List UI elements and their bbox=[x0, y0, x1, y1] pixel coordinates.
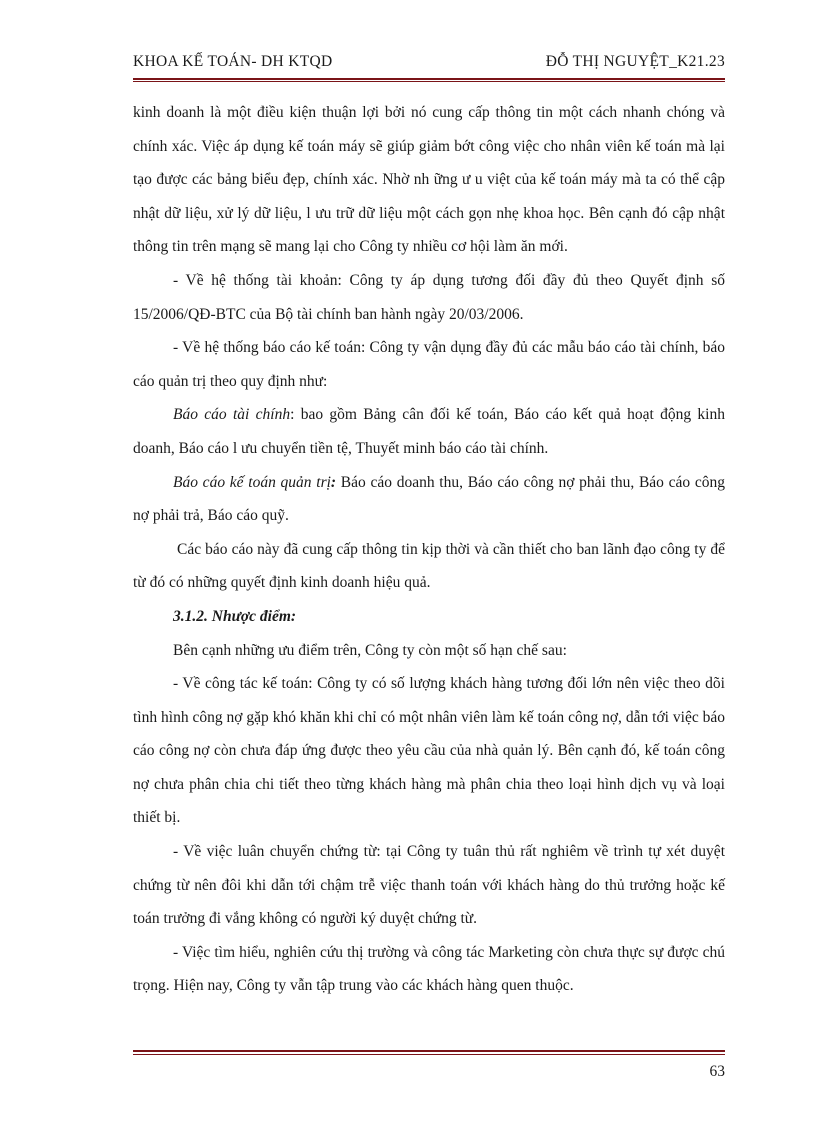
paragraph: - Về việc luân chuyển chứng từ: tại Công ty tuân thủ rất nghiêm về trình tự xét duyệt chứng từ nên đôi khi dẫn tới chậm trễ việc thanh toán với khách hàng do thủ trưởng hoặc kế toán trưởng đi vắng không có người ký duyệt chứng từ. bbox=[133, 843, 725, 928]
header-divider bbox=[133, 78, 725, 82]
section-heading: 3.1.2. Nhược điểm: bbox=[173, 607, 297, 625]
page-number: 63 bbox=[709, 1063, 725, 1080]
page-header bbox=[133, 50, 725, 74]
paragraph: Bên cạnh những ưu điểm trên, Công ty còn một số hạn chế sau: bbox=[173, 641, 567, 659]
paragraph: - Về hệ thống báo cáo kế toán: Công ty vận dụng đầy đủ các mẫu báo cáo tài chính, báo cáo quản trị theo quy định như: bbox=[133, 339, 725, 390]
footer-divider bbox=[133, 1050, 725, 1055]
document-body bbox=[133, 96, 725, 1003]
paragraph: - Việc tìm hiểu, nghiên cứu thị trường và công tác Marketing còn chưa thực sự được chú trọng. Hiện nay, Công ty vẫn tập trung vào các khách hàng quen thuộc. bbox=[133, 943, 725, 995]
paragraph: kinh doanh là một điều kiện thuận lợi bởi nó cung cấp thông tin một cách nhanh chóng và chính xác. Việc áp dụng kế toán máy sẽ giúp giảm bớt công việc cho nhân viên kế toán mà lại tạo được các bảng biểu đẹp, chính xác. Nhờ nh ững ư u việt của kế toán máy mà ta có thể cập nhật dữ liệu, xử lý dữ liệu, l ưu trữ dữ liệu một cách gọn nhẹ khoa học. Bên cạnh đó cập nhật thông tin trên mạng sẽ mang lại cho Công ty nhiều cơ hội làm ăn mới. bbox=[133, 104, 725, 256]
report-text-financial: : bao gồm Bảng cân đối kế toán, Báo cáo kết quả hoạt động kinh doanh, Báo cáo l ưu chuyển tiền tệ, Thuyết minh báo cáo tài chính. bbox=[133, 406, 725, 457]
paragraph bbox=[133, 466, 725, 533]
paragraph: - Về công tác kế toán: Công ty có số lượng khách hàng tương đối lớn nên việc theo dõi tình hình công nợ gặp khó khăn khi chỉ có một nhân viên làm kế toán công nợ, dẫn tới việc báo cáo công nợ còn chưa đáp ứng được theo yêu cầu của nhà quản lý. Bên cạnh đó, kế toán công nợ chưa phân chia chi tiết theo từng khách hàng mà phân chia theo loại hình dịch vụ và loại thiết bị. bbox=[133, 675, 725, 827]
paragraph bbox=[133, 398, 725, 465]
report-label-management: Báo cáo kế toán quản trị bbox=[173, 473, 331, 491]
report-label-colon: : bbox=[330, 473, 337, 491]
report-text-management: Báo cáo doanh thu, Báo cáo công nợ phải thu, Báo cáo công nợ phải trả, Báo cáo quỹ. bbox=[133, 473, 725, 525]
report-label-financial: Báo cáo tài chính bbox=[173, 406, 291, 424]
paragraph: Các báo cáo này đã cung cấp thông tin kịp thời và cần thiết cho ban lãnh đạo công ty để từ đó có những quyết định kinh doanh hiệu quả. bbox=[133, 540, 725, 592]
header-author: ĐỖ THỊ NGUYỆT_K21.23 bbox=[545, 53, 725, 70]
header-department: KHOA KẾ TOÁN- DH KTQD bbox=[133, 53, 333, 70]
paragraph: - Về hệ thống tài khoản: Công ty áp dụng tương đối đầy đủ theo Quyết định số 15/2006/QĐ-BTC của Bộ tài chính ban hành ngày 20/03/2006. bbox=[133, 271, 725, 323]
